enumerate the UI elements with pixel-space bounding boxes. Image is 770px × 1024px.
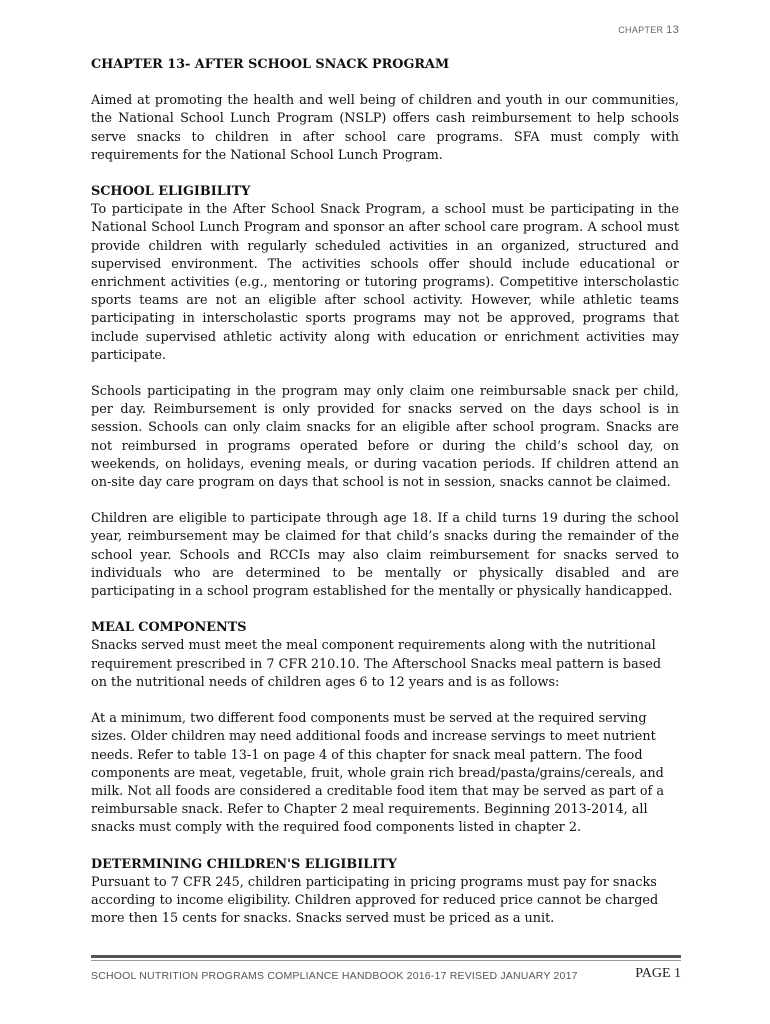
- school-eligibility-paragraph-1: To participate in the After School Snack Program, a school must be participating in the National School Lunch Program and sponsor an after school care program. A school must provide children with regularly scheduled activities in an organized, structured and supervised environment. The activities schools offer should include educational or enrichment activities (e.g., mentoring or tutoring programs). Competitive interscholastic sports teams are not an eligible after school activity. However, while athletic teams participating in interscholastic sports programs may not be approved, programs that include supervised athletic activity along with education or enrichment activities may participate.: [91, 202, 679, 363]
- footer-handbook-title: SCHOOL NUTRITION PROGRAMS COMPLIANCE HANDBOOK 2016-17 REVISED JANUARY 2017: [91, 970, 578, 982]
- meal-components-paragraph-1: Snacks served must meet the meal component requirements along with the nutritional requirement prescribed in 7 CFR 210.10. The Afterschool Snacks meal pattern is based on the nutritional needs of children ages 6 to 12 years and is as follows:: [91, 638, 662, 690]
- determining-eligibility-heading: DETERMINING CHILDREN'S ELIGIBILITY: [91, 856, 397, 872]
- school-eligibility-paragraph-2: Schools participating in the program may only claim one reimbursable snack per child, per day. Reimbursement is only provided for snacks served on the days school is in session. Schools can only claim snacks for an eligible after school program. Snacks are not reimbursed in programs operated before or during the child’s school day, on weekends, on holidays, evening meals, or during vacation periods. If children attend an on-site day care program on days that school is not in session, snacks cannot be claimed.: [91, 384, 679, 491]
- meal-components-heading: MEAL COMPONENTS: [91, 620, 247, 636]
- page-number: PAGE 1: [635, 966, 681, 981]
- school-eligibility-paragraph-3: Children are eligible to participate through age 18. If a child turns 19 during the school year, reimbursement may be claimed for that child’s snacks during the remainder of the school year. Schools and RCCIs may also claim reimbursement for snacks served to individuals who are determined to be mentally or physically disabled and are participating in a school program established for the mentally or physically handicapped.: [91, 511, 679, 600]
- meal-components-paragraph-2: At a minimum, two different food components must be served at the required serving sizes. Older children may need additional foods and increase servings to meet nutrient needs. Refer to table 13-1 on page 4 of this chapter for snack meal pattern. The food components are meat, vegetable, fruit, whole grain rich bread/pasta/grains/cereals, and milk. Not all foods are considered a creditable food item that may be served as part of a reimbursable snack. Refer to Chapter 2 meal requirements. Beginning 2013-2014, all snacks must comply with the required food components listed in chapter 2.: [91, 711, 664, 836]
- footer-divider-thick: [91, 955, 681, 958]
- chapter-header: [618, 24, 679, 36]
- page-title: CHAPTER 13- AFTER SCHOOL SNACK PROGRAM: [91, 57, 450, 72]
- intro-paragraph: Aimed at promoting the health and well being of children and youth in our communities, the National School Lunch Program (NSLP) offers cash reimbursement to help schools serve snacks to children in after school care programs. SFA must comply with requirements for the National School Lunch Program.: [91, 93, 679, 163]
- chapter-header-word: CHAPTER: [618, 25, 664, 35]
- footer-divider-thin: [91, 960, 681, 961]
- document-body: [91, 56, 679, 946]
- determining-eligibility-paragraph-1: Pursuant to 7 CFR 245, children participating in pricing programs must pay for snacks according to income eligibility. Children approved for reduced price cannot be charged more then 15 cents for snacks. Snacks served must be priced as a unit.: [91, 874, 659, 927]
- chapter-header-number: 13: [666, 24, 679, 36]
- school-eligibility-heading: SCHOOL ELIGIBILITY: [91, 184, 251, 200]
